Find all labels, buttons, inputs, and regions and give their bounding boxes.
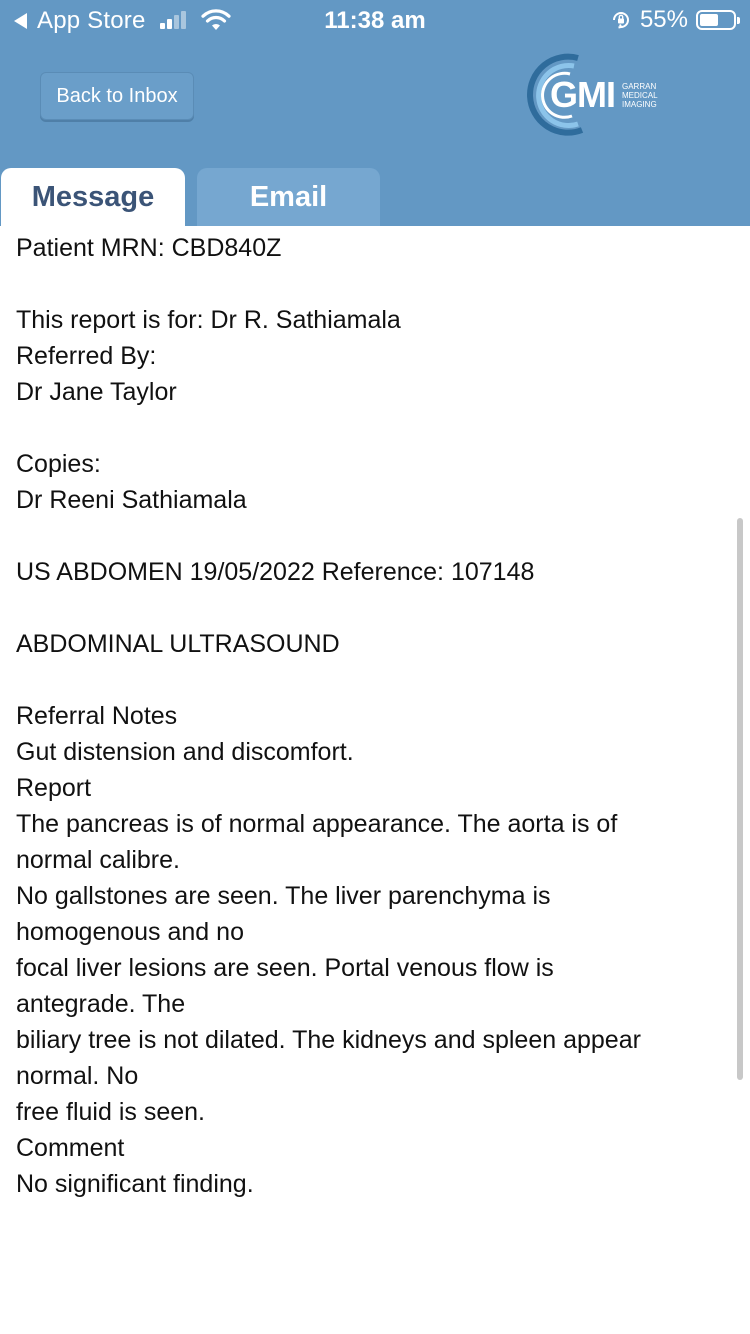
message-line: normal. No (16, 1062, 139, 1090)
tab-message[interactable]: Message (1, 168, 185, 226)
message-line: biliary tree is not dilated. The kidneys and spleen appear (16, 1026, 641, 1054)
status-right (610, 7, 736, 33)
message-line: antegrade. The (16, 990, 186, 1018)
status-time: 11:38 am (324, 7, 426, 34)
message-line (16, 590, 731, 626)
message-line: Gut distension and discomfort. (16, 738, 354, 766)
message-line: Dr Jane Taylor (16, 378, 177, 406)
battery-icon (696, 10, 736, 30)
message-line: Dr Reeni Sathiamala (16, 486, 247, 514)
logo-subtitle: GARRAN MEDICAL IMAGING (622, 82, 658, 109)
message-line: Comment (16, 1134, 125, 1162)
message-line (16, 410, 731, 446)
header (0, 0, 750, 226)
logo-mark: GMI (550, 74, 615, 115)
status-back-app-label: App Store (37, 7, 146, 34)
back-to-inbox-button[interactable]: Back to Inbox (40, 72, 194, 120)
message-line: The pancreas is of normal appearance. The aorta is of (16, 810, 618, 838)
message-line: homogenous and no (16, 918, 244, 946)
message-line: normal calibre. (16, 846, 180, 874)
message-line (16, 662, 731, 698)
message-line (16, 518, 731, 554)
message-line: No gallstones are seen. The liver parenchyma is (16, 882, 551, 910)
status-bar (0, 0, 750, 40)
message-line: focal liver lesions are seen. Portal venous flow is (16, 954, 554, 982)
message-line: Referred By: (16, 342, 157, 370)
scrollbar[interactable] (737, 518, 743, 1080)
battery-percent: 55% (639, 6, 688, 33)
message-line: US ABDOMEN 19/05/2022 Reference: 107148 (16, 558, 535, 586)
message-line: This report is for: Dr R. Sathiamala (16, 306, 401, 334)
orientation-lock-icon (610, 9, 632, 31)
message-line: Copies: (16, 450, 101, 478)
message-line: Report (16, 774, 92, 802)
message-line: No significant finding. (16, 1170, 254, 1198)
battery-fill (700, 14, 718, 26)
gmi-logo (518, 52, 678, 136)
message-line (16, 266, 731, 302)
message-line: Referral Notes (16, 702, 178, 730)
message-line: free fluid is seen. (16, 1098, 205, 1126)
battery-nub (737, 17, 740, 24)
message-body (16, 230, 731, 1202)
tab-email[interactable]: Email (197, 168, 380, 226)
message-line: Patient MRN: CBD840Z (16, 234, 282, 262)
message-line: ABDOMINAL ULTRASOUND (16, 630, 340, 658)
